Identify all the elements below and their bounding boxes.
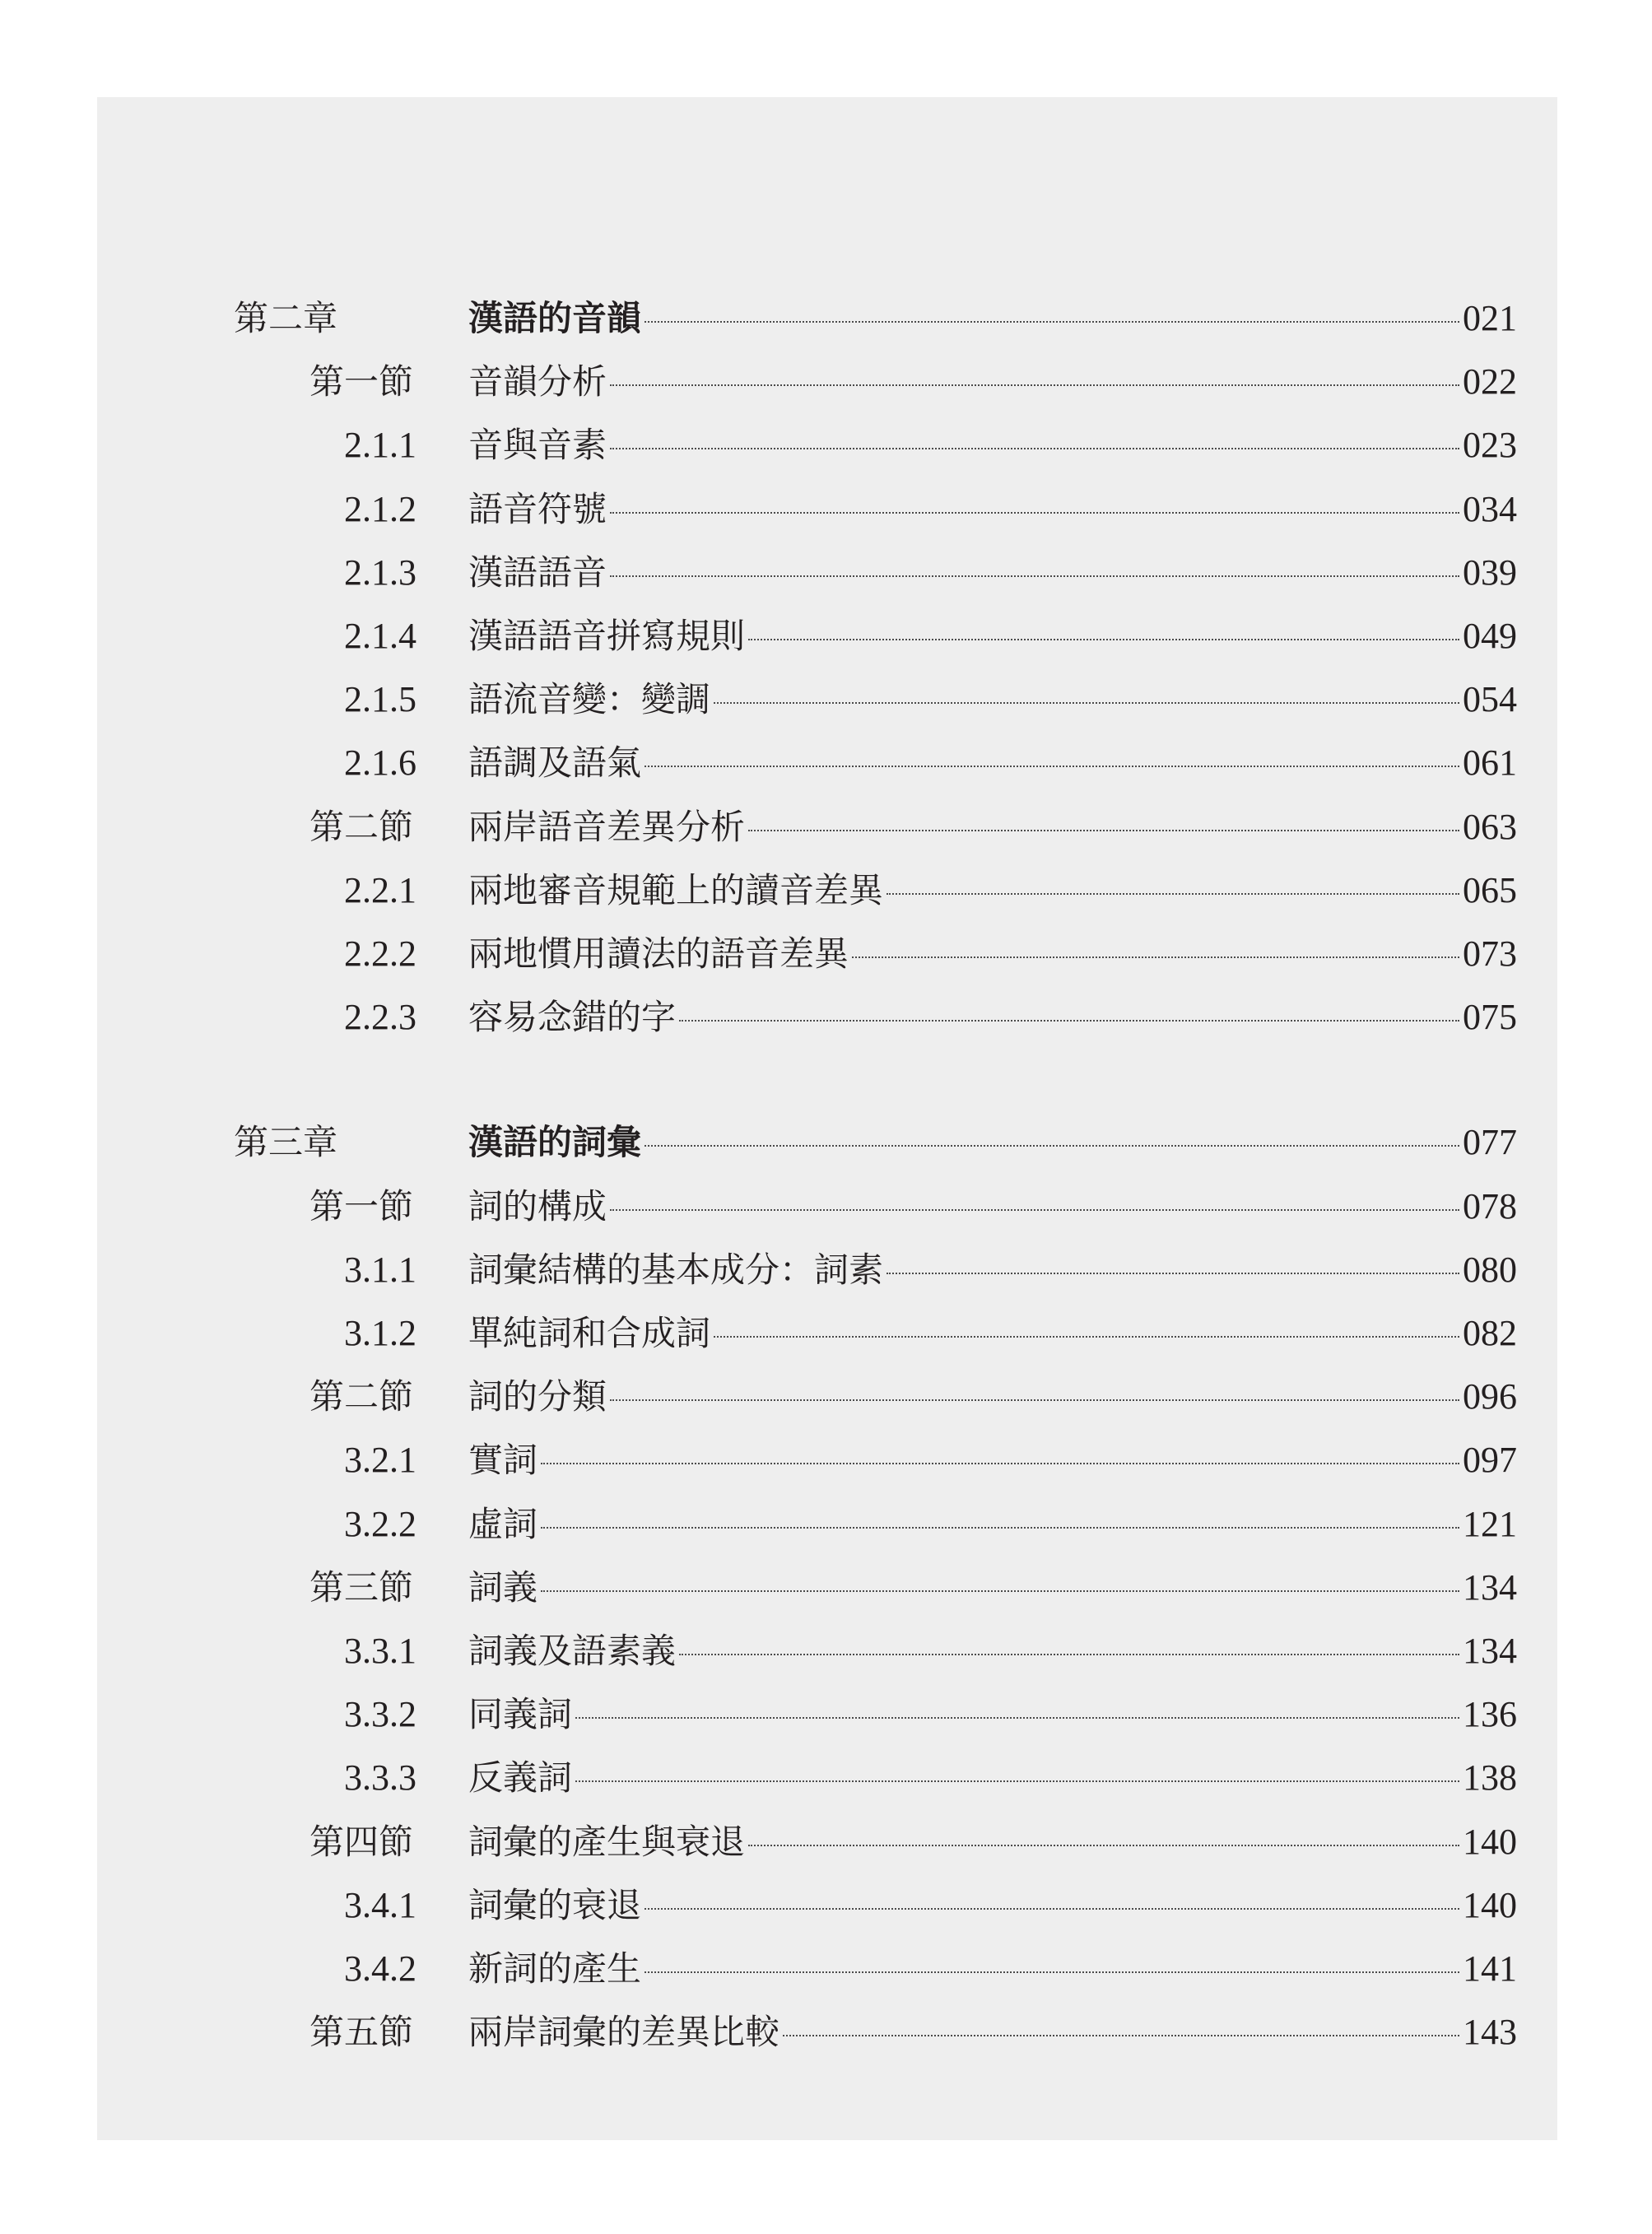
toc-entry-page-number: 134 bbox=[1463, 1631, 1517, 1671]
toc-entry-title: 詞彙的衰退 bbox=[468, 1885, 642, 1925]
dot-leader bbox=[645, 1908, 1459, 1910]
dot-leader bbox=[852, 956, 1459, 958]
dot-leader bbox=[714, 702, 1459, 704]
dot-leader bbox=[610, 448, 1459, 449]
toc-entry-label: 2.2.3 bbox=[344, 997, 416, 1037]
toc-entry-label: 第四節 bbox=[309, 1822, 414, 1862]
toc-entry-subsection bbox=[97, 862, 1557, 919]
toc-entry-title: 詞的分類 bbox=[468, 1376, 607, 1417]
toc-entry-chapter bbox=[97, 1114, 1557, 1171]
toc-entry-section bbox=[97, 353, 1557, 411]
toc-entry-subsection bbox=[97, 734, 1557, 792]
dot-leader bbox=[886, 893, 1459, 895]
toc-entry-line bbox=[468, 1241, 1517, 1299]
toc-entry-page-number: 140 bbox=[1463, 1822, 1517, 1862]
toc-entry-label: 第二章 bbox=[234, 298, 338, 338]
dot-leader bbox=[748, 1845, 1459, 1846]
toc-entry-section bbox=[97, 1813, 1557, 1871]
toc-entry-section bbox=[97, 798, 1557, 856]
toc-entry-line bbox=[468, 989, 1517, 1046]
toc-entry-line bbox=[468, 862, 1517, 919]
dot-leader bbox=[541, 1590, 1459, 1592]
toc-entry-line bbox=[468, 1368, 1517, 1426]
dot-leader bbox=[541, 1527, 1459, 1529]
toc-entry-title: 詞彙的產生與衰退 bbox=[468, 1822, 746, 1862]
toc-entry-title: 新詞的產生 bbox=[468, 1948, 642, 1989]
toc-entry-subsection bbox=[97, 1622, 1557, 1680]
toc-entry-label: 3.4.2 bbox=[344, 1948, 416, 1989]
dot-leader bbox=[783, 2035, 1459, 2036]
toc-entry-page-number: 061 bbox=[1463, 742, 1517, 783]
toc-entry-subsection bbox=[97, 1940, 1557, 1998]
toc-entry-label: 2.2.1 bbox=[344, 870, 416, 910]
toc-entry-label: 3.2.1 bbox=[344, 1440, 416, 1480]
toc-entry-page-number: 082 bbox=[1463, 1313, 1517, 1353]
toc-entry-page-number: 023 bbox=[1463, 425, 1517, 465]
toc-entry-subsection bbox=[97, 671, 1557, 728]
toc-entry-label: 3.2.2 bbox=[344, 1504, 416, 1544]
toc-entry-subsection bbox=[97, 1877, 1557, 1934]
toc-entry-line bbox=[468, 290, 1517, 347]
toc-entry-subsection bbox=[97, 417, 1557, 474]
toc-entry-title: 音韻分析 bbox=[468, 361, 607, 402]
toc-entry-subsection bbox=[97, 1305, 1557, 1362]
toc-entry-label: 3.3.3 bbox=[344, 1757, 416, 1798]
toc-entry-title: 漢語的音韻 bbox=[468, 298, 642, 338]
dot-leader bbox=[748, 830, 1459, 831]
toc-entry-subsection bbox=[97, 1241, 1557, 1299]
toc-entry-page-number: 138 bbox=[1463, 1757, 1517, 1798]
dot-leader bbox=[886, 1273, 1459, 1274]
toc-entry-title: 容易念錯的字 bbox=[468, 997, 677, 1037]
toc-entry-section bbox=[97, 2004, 1557, 2061]
toc-entry-title: 音與音素 bbox=[468, 425, 607, 465]
toc-entry-title: 兩地審音規範上的讀音差異 bbox=[468, 870, 884, 910]
toc-entry-subsection bbox=[97, 481, 1557, 538]
toc-entry-line bbox=[468, 481, 1517, 538]
toc-entry-page-number: 143 bbox=[1463, 2012, 1517, 2052]
toc-entry-page-number: 063 bbox=[1463, 807, 1517, 847]
toc-entry-title: 漢語語音拼寫規則 bbox=[468, 616, 746, 656]
toc-entry-title: 語調及語氣 bbox=[468, 742, 642, 783]
toc-entry-line bbox=[468, 1114, 1517, 1171]
toc-entry-page-number: 022 bbox=[1463, 361, 1517, 402]
toc-entry-label: 2.1.3 bbox=[344, 552, 416, 593]
table-of-contents bbox=[97, 97, 1557, 2140]
toc-entry-label: 第一節 bbox=[309, 1186, 414, 1226]
toc-entry-line bbox=[468, 2004, 1517, 2061]
toc-entry-page-number: 141 bbox=[1463, 1948, 1517, 1989]
toc-entry-line bbox=[468, 1559, 1517, 1617]
toc-entry-label: 3.3.2 bbox=[344, 1694, 416, 1734]
toc-entry-label: 3.3.1 bbox=[344, 1631, 416, 1671]
toc-entry-page-number: 049 bbox=[1463, 616, 1517, 656]
toc-entry-page-number: 021 bbox=[1463, 298, 1517, 338]
toc-entry-subsection bbox=[97, 607, 1557, 665]
toc-entry-subsection bbox=[97, 1496, 1557, 1553]
toc-entry-page-number: 140 bbox=[1463, 1885, 1517, 1925]
toc-entry-label: 2.1.4 bbox=[344, 616, 416, 656]
toc-entry-line bbox=[468, 1877, 1517, 1934]
toc-entry-section bbox=[97, 1368, 1557, 1426]
toc-entry-title: 語流音變：變調 bbox=[468, 679, 711, 719]
toc-entry-label: 3.1.2 bbox=[344, 1313, 416, 1353]
toc-entry-page-number: 096 bbox=[1463, 1376, 1517, 1417]
toc-entry-line bbox=[468, 1496, 1517, 1553]
toc-entry-subsection bbox=[97, 1686, 1557, 1743]
dot-leader bbox=[575, 1717, 1459, 1719]
toc-entry-page-number: 136 bbox=[1463, 1694, 1517, 1734]
dot-leader bbox=[575, 1780, 1459, 1782]
book-page bbox=[97, 97, 1557, 2140]
dot-leader bbox=[645, 766, 1459, 767]
dot-leader bbox=[610, 384, 1459, 386]
dot-leader bbox=[645, 1971, 1459, 1973]
toc-entry-line bbox=[468, 925, 1517, 983]
toc-entry-label: 2.1.6 bbox=[344, 742, 416, 783]
toc-entry-title: 反義詞 bbox=[468, 1757, 573, 1798]
toc-entry-line bbox=[468, 1305, 1517, 1362]
toc-entry-label: 第五節 bbox=[309, 2012, 414, 2052]
toc-entry-page-number: 075 bbox=[1463, 997, 1517, 1037]
toc-entry-line bbox=[468, 1431, 1517, 1489]
toc-entry-page-number: 077 bbox=[1463, 1122, 1517, 1162]
toc-entry-title: 漢語的詞彙 bbox=[468, 1122, 642, 1162]
toc-entry-title: 兩岸語音差異分析 bbox=[468, 807, 746, 847]
toc-entry-subsection bbox=[97, 925, 1557, 983]
toc-entry-label: 3.4.1 bbox=[344, 1885, 416, 1925]
toc-entry-label: 第三章 bbox=[234, 1122, 338, 1162]
toc-entry-line bbox=[468, 353, 1517, 411]
toc-entry-title: 詞彙結構的基本成分：詞素 bbox=[468, 1250, 884, 1290]
dot-leader bbox=[610, 512, 1459, 514]
dot-leader bbox=[748, 639, 1459, 640]
toc-entry-page-number: 039 bbox=[1463, 552, 1517, 593]
dot-leader bbox=[679, 1020, 1459, 1022]
toc-entry-page-number: 121 bbox=[1463, 1504, 1517, 1544]
toc-entry-subsection bbox=[97, 1749, 1557, 1807]
dot-leader bbox=[679, 1654, 1459, 1655]
toc-entry-title: 同義詞 bbox=[468, 1694, 573, 1734]
toc-entry-line bbox=[468, 1749, 1517, 1807]
toc-entry-label: 第二節 bbox=[309, 1376, 414, 1417]
toc-entry-chapter bbox=[97, 290, 1557, 347]
toc-entry-title: 單純詞和合成詞 bbox=[468, 1313, 711, 1353]
toc-entry-label: 第一節 bbox=[309, 361, 414, 402]
toc-entry-label: 2.2.2 bbox=[344, 933, 416, 974]
toc-entry-page-number: 078 bbox=[1463, 1186, 1517, 1226]
toc-entry-page-number: 134 bbox=[1463, 1567, 1517, 1608]
toc-entry-line bbox=[468, 1178, 1517, 1236]
toc-entry-title: 兩岸詞彙的差異比較 bbox=[468, 2012, 780, 2052]
toc-entry-title: 虛詞 bbox=[468, 1504, 538, 1544]
toc-entry-title: 詞的構成 bbox=[468, 1186, 607, 1226]
toc-entry-subsection bbox=[97, 1431, 1557, 1489]
toc-entry-label: 3.1.1 bbox=[344, 1250, 416, 1290]
toc-entry-line bbox=[468, 544, 1517, 602]
toc-entry-line bbox=[468, 734, 1517, 792]
toc-entry-page-number: 034 bbox=[1463, 489, 1517, 529]
toc-entry-label: 第三節 bbox=[309, 1567, 414, 1608]
toc-entry-label: 第二節 bbox=[309, 807, 414, 847]
toc-entry-page-number: 097 bbox=[1463, 1440, 1517, 1480]
toc-entry-title: 兩地慣用讀法的語音差異 bbox=[468, 933, 849, 974]
toc-entry-section bbox=[97, 1178, 1557, 1236]
toc-entry-title: 詞義及語素義 bbox=[468, 1631, 677, 1671]
toc-entry-line bbox=[468, 1813, 1517, 1871]
toc-entry-line bbox=[468, 1940, 1517, 1998]
toc-entry-label: 2.1.5 bbox=[344, 679, 416, 719]
toc-entry-line bbox=[468, 607, 1517, 665]
toc-entry-line bbox=[468, 798, 1517, 856]
dot-leader bbox=[610, 575, 1459, 577]
toc-entry-title: 實詞 bbox=[468, 1440, 538, 1480]
toc-entry-title: 詞義 bbox=[468, 1567, 538, 1608]
toc-entry-subsection bbox=[97, 989, 1557, 1046]
toc-entry-line bbox=[468, 417, 1517, 474]
toc-entry-page-number: 065 bbox=[1463, 870, 1517, 910]
toc-entry-page-number: 054 bbox=[1463, 679, 1517, 719]
dot-leader bbox=[714, 1336, 1459, 1338]
toc-entry-subsection bbox=[97, 544, 1557, 602]
toc-entry-label: 2.1.2 bbox=[344, 489, 416, 529]
toc-entry-line bbox=[468, 1622, 1517, 1680]
toc-entry-line bbox=[468, 1686, 1517, 1743]
toc-entry-page-number: 080 bbox=[1463, 1250, 1517, 1290]
toc-entry-label: 2.1.1 bbox=[344, 425, 416, 465]
toc-entry-title: 漢語語音 bbox=[468, 552, 607, 593]
dot-leader bbox=[645, 321, 1459, 323]
toc-entry-page-number: 073 bbox=[1463, 933, 1517, 974]
dot-leader bbox=[610, 1399, 1459, 1401]
toc-entry-section bbox=[97, 1559, 1557, 1617]
toc-entry-title: 語音符號 bbox=[468, 489, 607, 529]
dot-leader bbox=[541, 1463, 1459, 1464]
dot-leader bbox=[645, 1145, 1459, 1147]
dot-leader bbox=[610, 1209, 1459, 1211]
toc-entry-line bbox=[468, 671, 1517, 728]
